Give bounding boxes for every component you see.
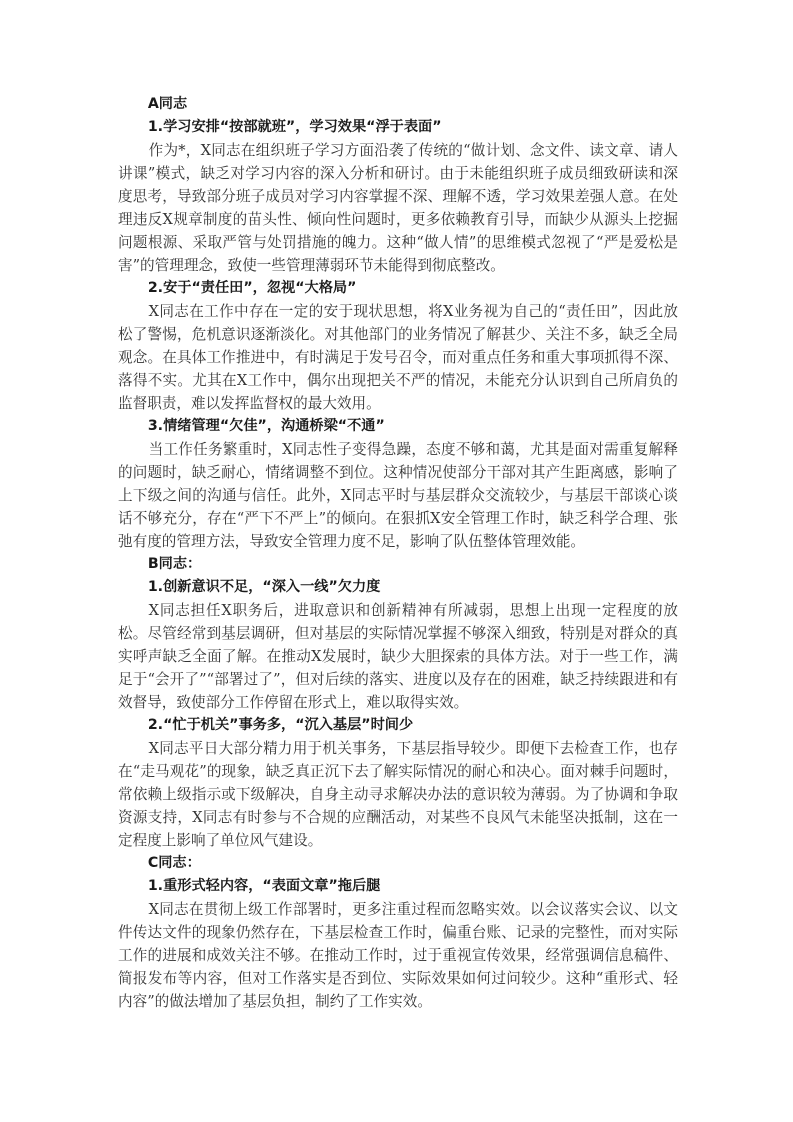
item-body: X同志平日大部分精力用于机关事务，下基层指导较少。即便下去检查工作，也存在“走马观花”的现象，缺乏真正沉下去了解实际情况的耐心和决心。面对棘手问题时，常依赖上级指示或下级解决，自身主动寻求解决办法的意识较为薄弱。为了协调和争取资源支持，X同志有时参与不合规的应酬活动，对某些不良风气未能坚决抵制，这在一定程度上影响了单位风气建设。 [118,740,678,849]
item-body: X同志在工作中存在一定的安于现状思想，将X业务视为自己的“责任田”，因此放松了警惕，危机意识逐渐淡化。对其他部门的业务情况了解甚少、关注不多，缺乏全局观念。在具体工作推进中，有时满足于发号召令，而对重点任务和重大事项抓得不深、落得不实。尤其在X工作中，偶尔出现把关不严的情况，未能充分认识到自己所肩负的监督职责，难以发挥监督权的最大效用。 [118,303,678,412]
item-body: X同志担任X职务后，进取意识和创新精神有所减弱，思想上出现一定程度的放松。尽管经常到基层调研，但对基层的实际情况掌握不够深入细致，特别是对群众的真实呼声缺乏全面了解。在推动X发展时，缺少大胆探索的具体方法。对于一些工作，满足于“会开了”“部署过了”，但对后续的落实、进度以及存在的困难，缺乏持续跟进和有效督导，致使部分工作停留在形式上，难以取得实效。 [118,602,678,711]
item-heading: 2.“忙于机关”事务多，“沉入基层”时间少 [147,717,414,733]
document-page [118,93,678,1013]
item-heading: 1.学习安排“按部就班”，学习效果“浮于表面” [147,119,442,135]
item-body: 当工作任务繁重时，X同志性子变得急躁，态度不够和蔼，尤其是面对需重复解释的问题时，缺乏耐心，情绪调整不到位。这种情况使部分干部对其产生距离感，影响了上下级之间的沟通与信任。此外，X同志平时与基层群众交流较少，与基层干部谈心谈话不够充分，存在“严下不严上”的倾向。在狠抓X安全管理工作时，缺乏科学合理、张弛有度的管理方法，导致安全管理力度不足，影响了队伍整体管理效能。 [118,441,678,550]
item-body: X同志在贯彻上级工作部署时，更多注重过程而忽略实效。以会议落实会议、以文件传达文件的现象仍然存在，下基层检查工作时，偏重台账、记录的完整性，而对实际工作的进展和成效关注不够。在推动工作时，过于重视宣传效果，经常强调信息稿件、简报发布等内容，但对工作落实是否到位、实际效果如何过问较少。这种“重形式、轻内容”的做法增加了基层负担，制约了工作实效。 [118,901,678,1010]
item-heading: 1.创新意识不足，“深入一线”欠力度 [147,579,381,595]
item-heading: 3.情绪管理“欠佳”，沟通桥梁“不通” [147,418,385,434]
section-title-b: B同志： [147,556,202,572]
item-heading: 1.重形式轻内容，“表面文章”拖后腿 [147,878,381,894]
section-title-c: C同志： [147,855,201,871]
item-body: 作为*，X同志在组织班子学习方面沿袭了传统的“做计划、念文件、读文章、请人讲课”模式，缺乏对学习内容的深入分析和研讨。由于未能组织班子成员细致研读和深度思考，导致部分班子成员对学习内容掌握不深、理解不透，学习效果差强人意。在处理违反X规章制度的苗头性、倾向性问题时，更多依赖教育引导，而缺少从源头上挖掘问题根源、采取严管与处罚措施的魄力。这种“做人情”的思维模式忽视了“严是爱松是害”的管理理念，致使一些管理薄弱环节未能得到彻底整改。 [118,142,678,274]
section-title-a: A同志 [147,96,188,112]
item-heading: 2.安于“责任田”，忽视“大格局” [147,280,357,296]
